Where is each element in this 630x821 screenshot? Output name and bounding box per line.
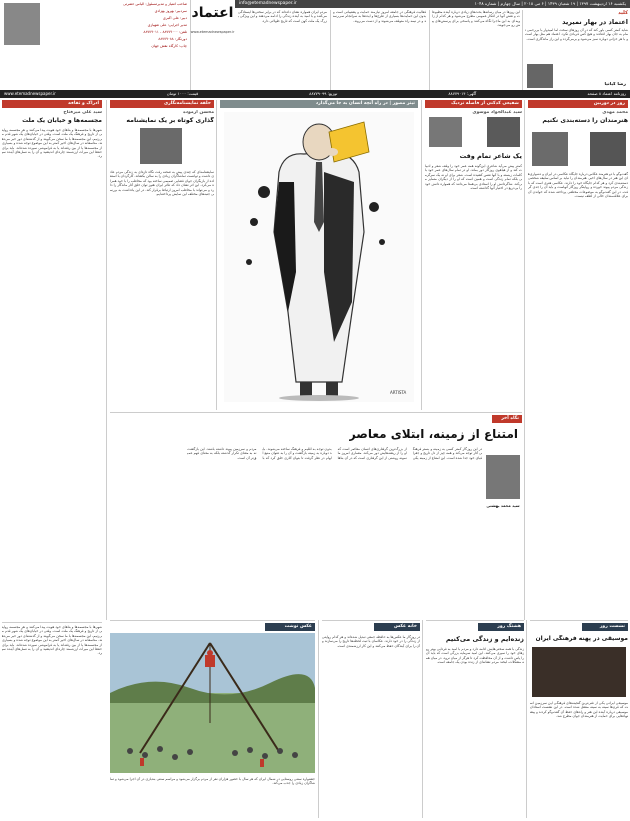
logo-block xyxy=(190,0,235,90)
article-title[interactable]: مجسمه‌ها و خیابان یک ملت xyxy=(22,117,102,124)
info-bar-item: توزیع: ۸۸۷۷۹۰۹۹ xyxy=(309,91,338,96)
top-story[interactable] xyxy=(333,10,426,90)
column-rule xyxy=(522,10,523,90)
article-body: در روزگار ما عکس‌ها به حافظه جمعی تبدیل شده‌اند و هر کدام روایتی از زندگی را در خود دارند. عکاسان با ثبت لحظه‌ها تاریخ را می‌سازند و آن را برای آیندگان حفظ می‌کنند و این کار ارزشمندی است. xyxy=(322,635,420,648)
article-author: محسن آزموده xyxy=(183,110,214,115)
email-bar xyxy=(235,0,630,8)
feature-title[interactable]: امتناع از زمینه، ابتلای معاصر xyxy=(348,427,518,441)
email-link[interactable]: info@etemadnewspaper.ir xyxy=(239,1,297,6)
column-rule xyxy=(216,100,217,410)
story-body: این روزها در میان رسانه‌ها بحث‌های زیادی درباره آینده مطبوعات و نقش آنها در افکار عمومی مطرح می‌شود و هر کدام از زاویه‌ای به این ماجرا نگاه می‌کنند و پاسخی برای پرسش‌های پیش رو می‌جویند. xyxy=(432,10,520,28)
music-story xyxy=(530,620,628,819)
story-author: رضا کیانیا xyxy=(604,82,626,87)
author-photo xyxy=(140,128,182,164)
top-story[interactable] xyxy=(238,10,327,90)
festival-photo xyxy=(110,633,315,773)
article-title[interactable]: گذاری کوتاه بر یک نمایشنامه xyxy=(126,117,214,124)
story-body: فعالیت فرهنگی در جامعه امروز نیازمند حمایت و پشتیبانی است و بدون این حمایت‌ها بسیاری از طرح‌ها و ایده‌ها به سرانجام نمی‌رسند و در نیمه راه متوقف می‌شوند و از دست می‌روند. xyxy=(333,10,426,23)
top-story[interactable] xyxy=(525,10,628,90)
cartoon-block xyxy=(220,100,418,410)
photo-caption: جشنواره سنتی روستایی در شمال ایران که هر سال با حضور هزاران نفر از مردم برگزار می‌شود و مراسم سنتی بندبازی در آن اجرا می‌شود و تماشاگران زیادی را جذب می‌کند. xyxy=(110,777,315,786)
publisher-info xyxy=(42,2,187,88)
masthead xyxy=(0,0,630,100)
info-bar-items xyxy=(4,91,626,96)
story-body: شاید کمتر کسی باور کند که در آن روزهای سخت اما امیدوار با بی‌رحمی تمام به جان بهار افتادند و هیچ کس فریادی نکرد. اعتماد هم مثل بهار است و با هر خزانی دوباره سبز می‌شود و برمی‌گردد و این راز ماندگاری است. xyxy=(525,28,628,41)
section-label: نگاه آخر xyxy=(492,415,522,423)
story-title[interactable]: اعتماد در بهار نمیرید xyxy=(562,18,628,26)
article-title[interactable]: زنده‌ایم و زندگی می‌کنیم xyxy=(445,635,524,643)
publisher-line: دورنگار: ۸۸۷۷۹۰۸۸ xyxy=(158,37,187,41)
author-photo xyxy=(527,64,553,88)
front-page-thumbnail xyxy=(4,3,40,45)
article-title[interactable]: موسیقی در پهنه فرهنگی ایران xyxy=(535,635,628,642)
section-label: حلقه نمایشنامه‌نگاری xyxy=(110,100,214,108)
info-bar-item: آگهی: ۸۸۷۷۹۰۱۴ xyxy=(448,91,477,96)
publisher-line: سردبیر: بهروز بهزادی xyxy=(154,9,187,13)
masthead-publisher-box xyxy=(42,2,187,88)
masthead-logo-box xyxy=(0,0,191,90)
musician-photo xyxy=(532,647,626,697)
article-author: محمد مهدی xyxy=(602,110,628,115)
publisher-line: صاحب امتیاز و مدیرمسئول: الیاس حضرتی xyxy=(123,2,187,6)
column-rule xyxy=(524,100,525,620)
article-body: موسیقی ایرانی یکی از غنی‌ترین گنجینه‌های فرهنگی این سرزمین است که قرن‌ها سینه به سینه منتقل شده است. در این نشست استادان موسیقی درباره آینده این هنر و راه‌های حفظ آن گفت‌وگو کردند و پیشنهادهایی برای حمایت از هنرمندان جوان مطرح شد. xyxy=(530,701,628,719)
info-bar-item: www.etemadnewspaper.ir xyxy=(4,91,56,96)
artist-photo xyxy=(532,132,568,166)
section-label: شفیعی کدکنی از فاصله نزدیک xyxy=(425,100,522,108)
publisher-line: تلفن: ۸۸۷۷۹۰۰۰ - ۸۸۷۷۹۰۱۱ xyxy=(143,30,187,34)
publisher-line: مدیر اجرایی: علی شهبازی xyxy=(147,23,187,27)
section-label: عکس نوشت xyxy=(265,623,315,631)
column-rule xyxy=(422,620,423,818)
section-label: هشتگ روز xyxy=(478,623,524,631)
filmmaker-column xyxy=(110,100,214,410)
column-rule xyxy=(429,10,430,90)
column-rule xyxy=(106,100,107,620)
top-story[interactable] xyxy=(432,10,520,90)
left-column xyxy=(2,100,102,620)
column-rule xyxy=(318,620,319,818)
article-body: در این روزگار کمتر کسی به زمینه و بستر فرهنگی آثار توجه می‌کند و همه چیز از دل تاریخ و جغرافیای خود جدا شده است. این امتناع از زمینه یکی از بزرگ‌ترین گرفتاری‌های انسان معاصر است که او را از ریشه‌هایش دور می‌کند. معماری امروز ما نمونه روشنی از این گرفتاری است که در آن بناها بدون توجه به اقلیم و فرهنگ ساخته می‌شوند. باید دوباره به زمینه بازگشت و آن را به عنوان منبع الهام در نظر گرفت تا بتوان آثاری خلق کرد که با مردم و سرزمین پیوند داشته باشند. این بازگشت نه به معنای تکرار گذشته بلکه به معنای فهم عمیق‌تر آن است. xyxy=(187,447,482,460)
info-bar-item: روزنامه اعتماد ۸ صفحه xyxy=(587,91,626,96)
author-photo xyxy=(429,117,462,147)
story-kicker: کلید xyxy=(618,10,628,16)
author-photo xyxy=(486,455,520,499)
section-label: خانه عکس xyxy=(374,623,420,631)
cartoon-signature: ARTISTA xyxy=(390,390,407,395)
article-title[interactable]: یک شاعر تمام وقت xyxy=(459,152,522,160)
logo: اعتماد xyxy=(191,5,234,21)
column-rule xyxy=(421,100,422,410)
article-author: سید عبدالجواد موسوی xyxy=(472,110,522,115)
info-bar xyxy=(0,90,630,98)
section-label: ادراک و ثقافه xyxy=(2,100,102,108)
publisher-line: دبیر: علی اکبری xyxy=(162,16,187,20)
article-author: سید علی میرفتاح xyxy=(63,110,102,115)
article-title[interactable]: هنرمندان را دسته‌بندی نکنیم xyxy=(542,117,628,124)
article-body: گفت‌وگو با دو هنرمند عکاس درباره جایگاه عکاسی در ایران و دشواری‌های این هنر در سال‌های اخیر. هنرمندان را نباید بر اساس سلیقه شخصی دسته‌بندی کرد و هر کدام جایگاه خود را دارند. عکاسی هنری است که با زندگی مردم پیوند خورده و روایتگر روزگار آنهاست و باید آن را جدی گرفت. در این گفت‌وگو به موضوعات مختلفی پرداخته شده که خواندن آن برای علاقه‌مندان خالی از لطف نیست. xyxy=(528,172,628,199)
section-label: نشست روز xyxy=(582,623,628,631)
poet-photo xyxy=(487,117,520,147)
article-author: سید محمد بهشتی xyxy=(486,503,520,508)
story-body: مردم ایران همواره نشان داده‌اند که در برابر سختی‌ها ایستادگی می‌کنند و با امید به آینده زندگی را ادامه می‌دهند و این ویژگی بزرگ یک ملت کهن است که تاریخ طولانی دارد. xyxy=(238,10,327,23)
bottom-center xyxy=(322,620,420,819)
right-column xyxy=(528,100,628,620)
column-rule xyxy=(330,10,331,90)
left-column-continued: شهرها با مجسمه‌ها و بناهای خود هویت پیدا می‌کنند و هر مجسمه روایتی از تاریخ و فرهنگ یک ملت است. وقتی در خیابان‌های یک شهر قدم می‌زنیم، این مجسمه‌ها با ما سخن می‌گویند و از گذشته‌ای دور خبر می‌دهند. متاسفانه در سال‌های اخیر کمتر به این موضوع توجه شده و بسیاری از مجسمه‌ها یا از بین رفته‌اند یا به فراموشی سپرده شده‌اند. باید برای حفظ این میراث ارزشمند چاره‌ای اندیشید و آن را به نسل‌های آینده سپرد. xyxy=(2,622,102,821)
article-body: شهرها با مجسمه‌ها و بناهای خود هویت پیدا می‌کنند و هر مجسمه روایتی از تاریخ و فرهنگ یک ملت است. وقتی در خیابان‌های یک شهر قدم می‌زنیم، این مجسمه‌ها با ما سخن می‌گویند و از گذشته‌ای دور خبر می‌دهند. متاسفانه در سال‌های اخیر کمتر به این موضوع توجه شده و بسیاری از مجسمه‌ها یا از بین رفته‌اند یا به فراموشی سپرده شده‌اند. باید برای حفظ این میراث ارزشمند چاره‌ای اندیشید و آن را به نسل‌های آینده سپرد. xyxy=(2,128,102,159)
article-body: کمتر پیش می‌آید شاعری این‌گونه همه عمر خود را وقف شعر و ادبیات کند و از هیاهوی روزگار دور بماند. او در تمام سال‌های عمر خود با کلمات زیسته و با آنها نفس کشیده است. شعر برای او نه یک سرگرمی بلکه تمام زندگی است و همین است که او را از دیگران متمایز می‌کند. شاگردانش او را استادی بی‌همتا می‌دانند که همواره دانش خود را بی‌دریغ در اختیار آنها گذاشته است. xyxy=(425,164,522,191)
section-label: روز در دوربین xyxy=(528,100,628,108)
column-rule xyxy=(526,620,527,818)
info-bar-item: قیمت: ۱۰۰۰ تومان xyxy=(166,91,199,96)
date-line: یکشنبه ۱۶ اردیبهشت ۱۳۹۷ | ۱۹ شعبان ۱۴۳۹ | ۶ می ۲۰۱۸ | سال چهارم | شماره ۱۰۴۸ xyxy=(474,1,626,6)
publisher-line: چاپ: کارگاه نقش جهان xyxy=(151,44,187,48)
artist-photo xyxy=(590,132,626,166)
hashtag-story xyxy=(426,620,524,819)
photo-story xyxy=(110,620,315,819)
cartoon-illustration xyxy=(224,112,414,402)
website-link[interactable]: www.etemadnewspaper.ir xyxy=(190,30,235,34)
poet-column xyxy=(425,100,522,410)
article-body: نمایشنامه‌ای که چندی پیش به صحنه رفت نگاه تازه‌ای به زندگی مردم عادی داشت و توانست تماشاگران زیادی را به سالن بکشاند. کارگردان با استفاده از بازیگران جوان فضایی صمیمی ساخته بود که مخاطب را با خود همراه می‌کرد. این اثر نشان داد که تئاتر ایران هنوز توان خلق آثار ماندگار را دارد و می‌تواند با مخاطب امروز ارتباط برقرار کند. در این یادداشت به بررسی جنبه‌های مختلف این نمایش پرداخته‌ایم. xyxy=(110,170,214,197)
main-feature xyxy=(110,412,522,621)
article-body: زندگی با همه سختی‌هایش ادامه دارد و مردم با امید به فردایی بهتر روزهای خود را سپری می‌کنند. این امید سرمایه بزرگی است که باید آن را پاس داشت و از آن محافظت کرد تا هرگز از میان نرود. در میان همه مشکلات، لبخند مردم نشانه‌ای از زنده بودن یک جامعه است. xyxy=(426,647,524,665)
section-label: تیتر مصور | در راه آنچه انسان به جا می‌گذارد xyxy=(220,100,418,108)
